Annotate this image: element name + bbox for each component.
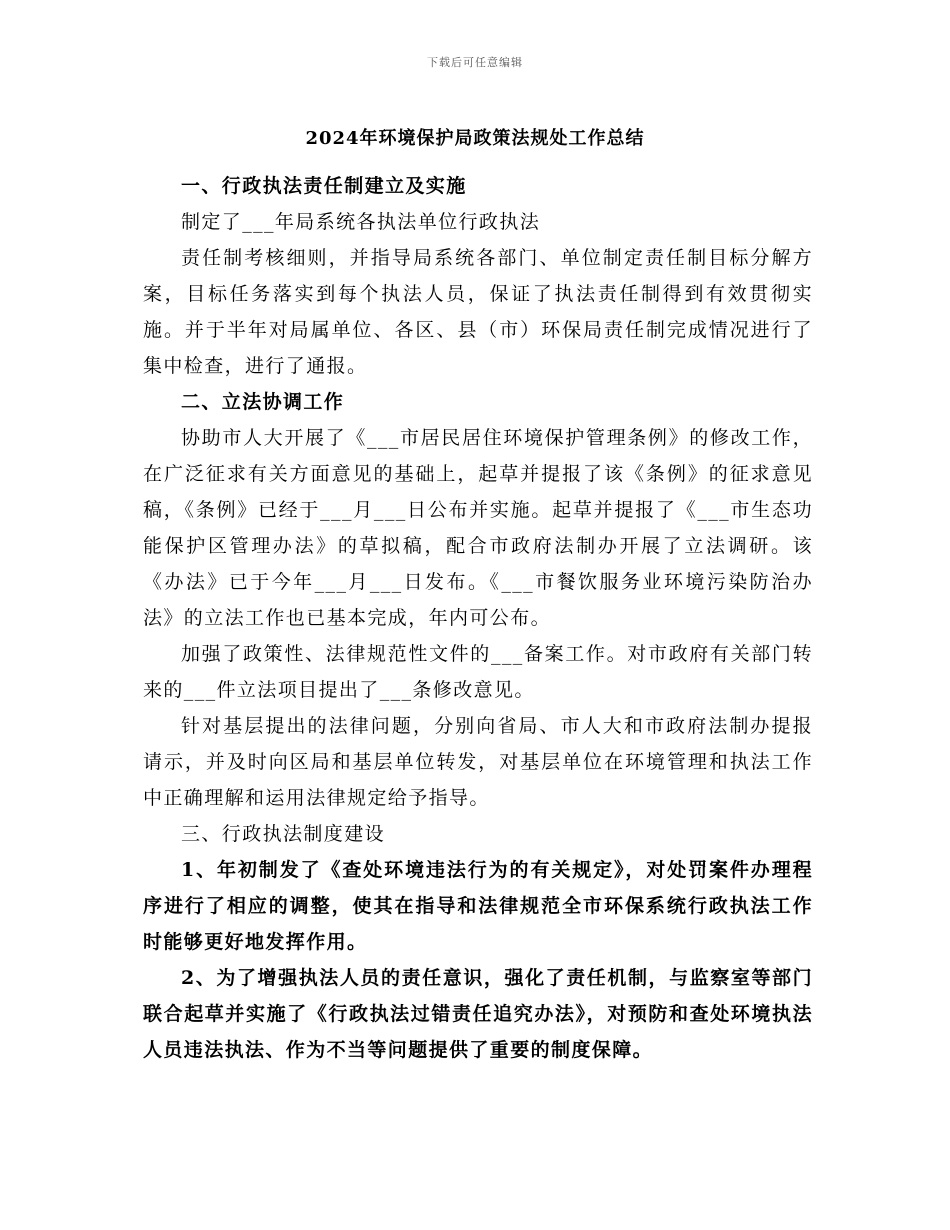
document-title: 2024年环境保护局政策法规处工作总结 [305,128,645,149]
paragraph: 制定了___年局系统各执法单位行政执法 [181,211,541,233]
section-heading-3: 三、行政执法制度建设 [181,823,386,845]
section-heading-2: 二、立法协调工作 [181,391,345,413]
paragraph: 加强了政策性、法律规范性文件的___备案工作。对市政府有关部门转来的___件立法项目提出了___条修改意见。 [143,643,813,701]
paragraph: 协助市人大开展了《___市居民居住环境保护管理条例》的修改工作，在广泛征求有关方面意见的基础上，起草并提报了该《条例》的征求意见稿，《条例》已经于___月___日公布并实施。起草并提报了《___市生态功能保护区管理办法》的草拟稿，配合市政府法制办开展了立法调研。该《办法》已于今年___月___日发布。《___市餐饮服务业环境污染防治办法》的立法工作也已基本完成，年内可公布。 [143,427,813,629]
page-header-note: 下载后可任意编辑 [427,56,523,69]
paragraph: 责任制考核细则，并指导局系统各部门、单位制定责任制目标分解方案，目标任务落实到每个执法人员，保证了执法责任制得到有效贯彻实施。并于半年对局属单位、各区、县（市）环保局责任制完成情况进行了集中检查，进行了通报。 [143,247,813,377]
paragraph: 2、为了增强执法人员的责任意识，强化了责任机制，与监察室等部门联合起草并实施了《行政执法过错责任追究办法》，对预防和查处环境执法人员违法执法、作为不当等问题提供了重要的制度保障。 [143,967,813,1061]
document-body [143,168,813,1068]
paragraph: 1、年初制发了《查处环境违法行为的有关规定》，对处罚案件办理程序进行了相应的调整，使其在指导和法律规范全市环保系统行政执法工作时能够更好地发挥作用。 [143,859,813,953]
paragraph: 针对基层提出的法律问题，分别向省局、市人大和市政府法制办提报请示，并及时向区局和基层单位转发，对基层单位在环境管理和执法工作中正确理解和运用法律规定给予指导。 [143,715,813,809]
section-heading-1: 一、行政执法责任制建立及实施 [181,175,467,197]
